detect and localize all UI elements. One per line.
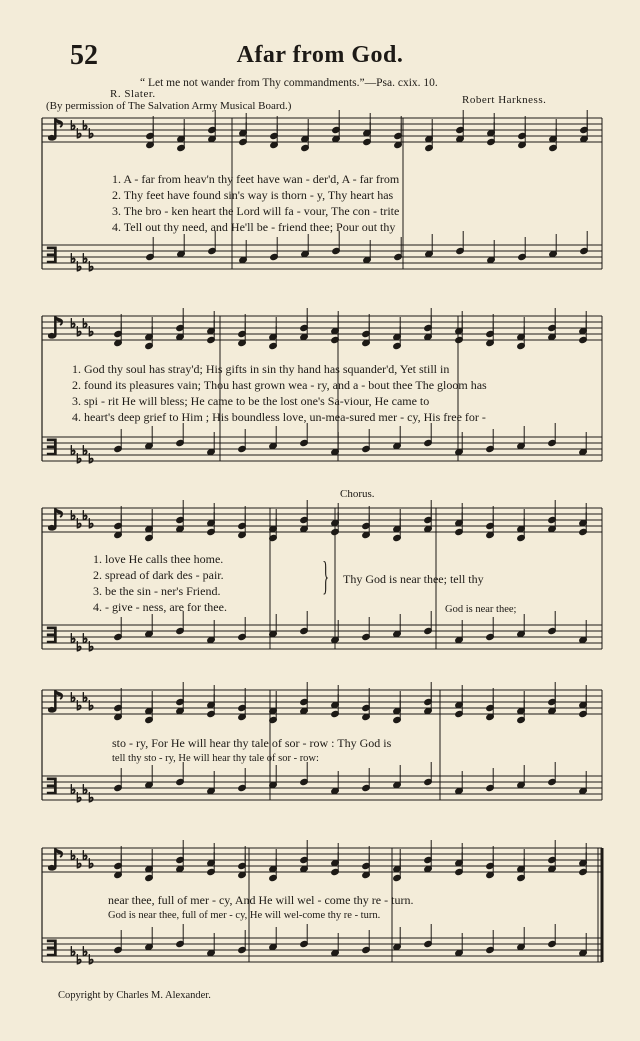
svg-text:∃: ∃ bbox=[46, 775, 58, 800]
author-credit: R. Slater. bbox=[110, 88, 156, 100]
svg-text:♪: ♪ bbox=[46, 113, 66, 148]
chorus-bass-line-2: God is near thee, full of mer - cy, He will wel-come thy re - turn. bbox=[108, 910, 381, 921]
svg-text:♪: ♪ bbox=[46, 843, 66, 878]
chorus-bass-line-1: tell thy sto - ry, He will hear thy tale of sor - row: bbox=[112, 753, 319, 764]
hymn-number: 52 bbox=[70, 40, 98, 71]
svg-text:♭: ♭ bbox=[82, 848, 89, 863]
chorus-refrain-text: Thy God is near thee; tell thy bbox=[343, 572, 484, 586]
svg-text:♭: ♭ bbox=[82, 316, 89, 331]
svg-text:♭: ♭ bbox=[70, 251, 77, 266]
chorus-line-1: sto - ry, For He will hear thy tale of sor - row : Thy God is bbox=[112, 736, 392, 750]
svg-text:♭: ♭ bbox=[88, 324, 95, 339]
svg-text:♭: ♭ bbox=[82, 944, 89, 959]
svg-text:♭: ♭ bbox=[76, 952, 83, 967]
verse-line-1-1: 1. A - far from heav'n thy feet have wan - der'd, A - far from bbox=[112, 172, 400, 186]
chorus-bass-text: God is near thee; bbox=[445, 604, 517, 615]
verse-line-1-3: 1. love He calls thee home. bbox=[93, 552, 224, 566]
svg-text:∃: ∃ bbox=[46, 937, 58, 962]
svg-text:∃: ∃ bbox=[46, 436, 58, 461]
svg-text:♭: ♭ bbox=[76, 698, 83, 713]
verse-line-3-2: 3. spi - rit He will bless; He came to be the lost one's Sa-viour, He came to bbox=[72, 394, 430, 408]
svg-text:∃: ∃ bbox=[46, 244, 58, 269]
copyright-notice: Copyright by Charles M. Alexander. bbox=[58, 990, 211, 1001]
svg-text:♭: ♭ bbox=[70, 443, 77, 458]
verse-brace: } bbox=[322, 553, 329, 598]
chorus-line-2: near thee, full of mer - cy, And He will wel - come thy re - turn. bbox=[108, 893, 414, 907]
svg-text:♭: ♭ bbox=[70, 631, 77, 646]
verse-line-3-3: 3. be the sin - ner's Friend. bbox=[93, 584, 221, 598]
verse-line-4-3: 4. - give - ness, are for thee. bbox=[93, 600, 227, 614]
epigraph: “ Let me not wander from Thy commandments.”—Psa. cxix. 10. bbox=[140, 77, 438, 89]
svg-text:♭: ♭ bbox=[76, 324, 83, 339]
svg-text:♭: ♭ bbox=[70, 782, 77, 797]
svg-text:♭: ♭ bbox=[70, 848, 77, 863]
svg-text:♭: ♭ bbox=[76, 451, 83, 466]
svg-text:♭: ♭ bbox=[70, 690, 77, 705]
svg-text:♭: ♭ bbox=[88, 259, 95, 274]
svg-text:♭: ♭ bbox=[76, 516, 83, 531]
svg-text:♭: ♭ bbox=[70, 118, 77, 133]
permission-note: (By permission of The Salvation Army Musical Board.) bbox=[46, 100, 292, 112]
chorus-label: Chorus. bbox=[340, 488, 375, 500]
svg-text:♭: ♭ bbox=[88, 952, 95, 967]
svg-text:♭: ♭ bbox=[76, 856, 83, 871]
svg-text:♭: ♭ bbox=[88, 451, 95, 466]
svg-text:♪: ♪ bbox=[46, 311, 66, 346]
svg-text:♭: ♭ bbox=[88, 639, 95, 654]
svg-text:♭: ♭ bbox=[82, 251, 89, 266]
svg-text:∃: ∃ bbox=[46, 624, 58, 649]
svg-text:♭: ♭ bbox=[82, 443, 89, 458]
verse-line-2-3: 2. spread of dark des - pair. bbox=[93, 568, 224, 582]
svg-text:♭: ♭ bbox=[76, 790, 83, 805]
svg-text:♪: ♪ bbox=[46, 685, 66, 720]
composer-credit: Robert Harkness. bbox=[462, 94, 547, 106]
verse-line-4-2: 4. heart's deep grief to Him ; His boundless love, un-mea-sured mer - cy, His free for - bbox=[72, 410, 486, 424]
svg-text:♭: ♭ bbox=[88, 698, 95, 713]
svg-text:♪: ♪ bbox=[46, 503, 66, 538]
svg-text:♭: ♭ bbox=[88, 516, 95, 531]
svg-text:♭: ♭ bbox=[76, 639, 83, 654]
svg-text:♭: ♭ bbox=[82, 690, 89, 705]
svg-text:♭: ♭ bbox=[82, 118, 89, 133]
svg-text:♭: ♭ bbox=[76, 259, 83, 274]
svg-text:♭: ♭ bbox=[76, 126, 83, 141]
svg-text:♭: ♭ bbox=[82, 631, 89, 646]
verse-line-4-1: 4. Tell out thy need, and He'll be - friend thee; Pour out thy bbox=[112, 220, 396, 234]
svg-text:♭: ♭ bbox=[82, 782, 89, 797]
svg-text:♭: ♭ bbox=[82, 508, 89, 523]
svg-text:♭: ♭ bbox=[88, 856, 95, 871]
verse-line-1-2: 1. God thy soul has stray'd; His gifts in sin thy hand has squander'd, Yet still in bbox=[72, 362, 450, 376]
svg-text:♭: ♭ bbox=[88, 790, 95, 805]
svg-text:♭: ♭ bbox=[70, 508, 77, 523]
svg-text:♭: ♭ bbox=[70, 316, 77, 331]
svg-text:♭: ♭ bbox=[70, 944, 77, 959]
hymn-title: Afar from God. bbox=[236, 42, 404, 68]
svg-text:♭: ♭ bbox=[88, 126, 95, 141]
verse-line-2-1: 2. Thy feet have found sin's way is thorn - y, Thy heart has bbox=[112, 188, 394, 202]
verse-line-3-1: 3. The bro - ken heart the Lord will fa - vour, The con - trite bbox=[112, 204, 400, 218]
verse-line-2-2: 2. found its pleasures vain; Thou hast grown wea - ry, and a - bout thee The gloom has bbox=[72, 378, 487, 392]
